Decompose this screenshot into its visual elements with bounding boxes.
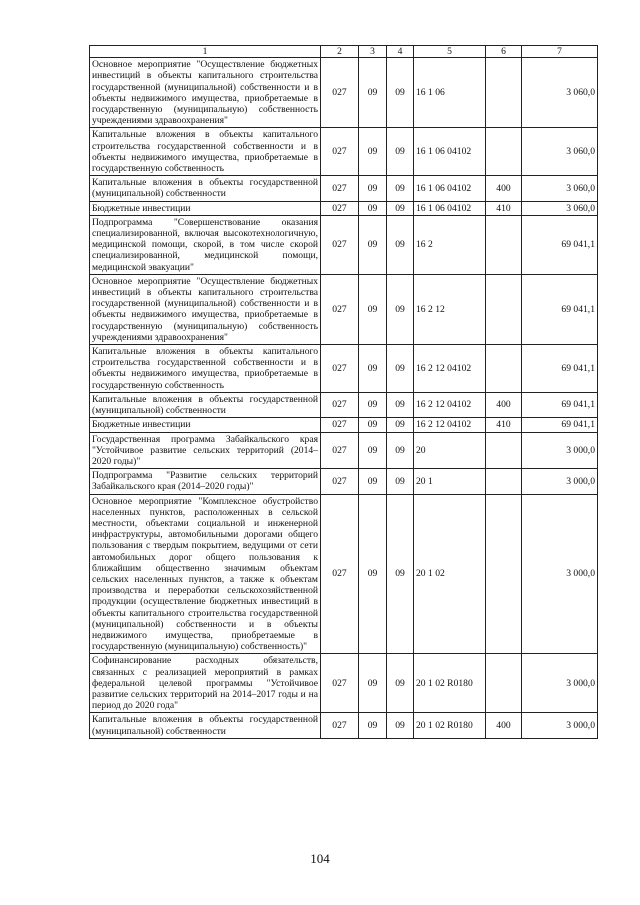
cell-item-name: Капитальные вложения в объекты капитального строительства государственной собственности и в объекты недвижимого имущества, приобретаемые в государственную собственность [90, 128, 321, 176]
cell-target-article-code: 16 2 12 04102 [414, 418, 486, 432]
cell-subsection-code: 09 [387, 432, 414, 469]
table-row [90, 713, 598, 738]
cell-expense-type-code [486, 654, 522, 713]
cell-expense-type-code: 400 [486, 713, 522, 738]
table-row [90, 274, 598, 344]
cell-target-article-code: 16 1 06 04102 [414, 128, 486, 176]
column-header: 1 [90, 46, 321, 58]
cell-item-name: Государственная программа Забайкальского края "Устойчивое развитие сельских территорий (2014–2020 годы)" [90, 432, 321, 469]
cell-amount: 69 041,1 [522, 418, 598, 432]
cell-section-code: 09 [359, 713, 387, 738]
budget-table [89, 45, 598, 739]
cell-admin-code: 027 [321, 713, 359, 738]
cell-section-code: 09 [359, 469, 387, 494]
cell-item-name: Бюджетные инвестиции [90, 201, 321, 215]
cell-section-code: 09 [359, 654, 387, 713]
cell-section-code: 09 [359, 128, 387, 176]
cell-item-name: Капитальные вложения в объекты капитального строительства государственной собственности и в объекты недвижимого имущества, приобретаемые в государственную собственность [90, 345, 321, 393]
cell-expense-type-code: 410 [486, 418, 522, 432]
cell-item-name: Бюджетные инвестиции [90, 418, 321, 432]
cell-amount: 3 000,0 [522, 494, 598, 654]
cell-section-code: 09 [359, 274, 387, 344]
cell-subsection-code: 09 [387, 201, 414, 215]
cell-expense-type-code [486, 345, 522, 393]
column-header: 3 [359, 46, 387, 58]
table-row [90, 469, 598, 494]
cell-expense-type-code: 400 [486, 392, 522, 417]
cell-admin-code: 027 [321, 392, 359, 417]
cell-target-article-code: 16 1 06 04102 [414, 201, 486, 215]
column-header: 2 [321, 46, 359, 58]
cell-admin-code: 027 [321, 418, 359, 432]
cell-amount: 3 000,0 [522, 469, 598, 494]
cell-target-article-code: 16 1 06 04102 [414, 176, 486, 201]
cell-subsection-code: 09 [387, 418, 414, 432]
cell-subsection-code: 09 [387, 654, 414, 713]
cell-amount: 3 060,0 [522, 201, 598, 215]
cell-admin-code: 027 [321, 469, 359, 494]
cell-section-code: 09 [359, 494, 387, 654]
cell-subsection-code: 09 [387, 274, 414, 344]
column-header: 5 [414, 46, 486, 58]
cell-item-name: Основное мероприятие "Осуществление бюджетных инвестиций в объекты капитального строительства государственной (муниципальной) собственности и в объекты недвижимого имущества, приобретаемые в государственную (муниципальную) собственность учреждениями здравоохранения" [90, 274, 321, 344]
cell-section-code: 09 [359, 418, 387, 432]
column-header: 6 [486, 46, 522, 58]
table-row [90, 215, 598, 274]
table-header-row [90, 46, 598, 58]
cell-admin-code: 027 [321, 274, 359, 344]
cell-item-name: Капитальные вложения в объекты государственной (муниципальной) собственности [90, 176, 321, 201]
cell-target-article-code: 16 2 12 [414, 274, 486, 344]
cell-section-code: 09 [359, 58, 387, 128]
cell-amount: 69 041,1 [522, 392, 598, 417]
cell-target-article-code: 20 [414, 432, 486, 469]
cell-amount: 3 060,0 [522, 58, 598, 128]
cell-expense-type-code [486, 58, 522, 128]
cell-target-article-code: 16 2 [414, 215, 486, 274]
cell-expense-type-code: 400 [486, 176, 522, 201]
column-header: 4 [387, 46, 414, 58]
cell-item-name: Капитальные вложения в объекты государственной (муниципальной) собственности [90, 392, 321, 417]
cell-target-article-code: 20 1 [414, 469, 486, 494]
cell-amount: 69 041,1 [522, 215, 598, 274]
cell-admin-code: 027 [321, 128, 359, 176]
table-row [90, 392, 598, 417]
page-number: 104 [310, 851, 330, 866]
cell-section-code: 09 [359, 345, 387, 393]
cell-amount: 69 041,1 [522, 345, 598, 393]
cell-target-article-code: 16 2 12 04102 [414, 345, 486, 393]
cell-section-code: 09 [359, 176, 387, 201]
cell-expense-type-code: 410 [486, 201, 522, 215]
cell-target-article-code: 20 1 02 R0180 [414, 654, 486, 713]
cell-expense-type-code [486, 128, 522, 176]
cell-item-name: Подпрограмма "Совершенствование оказания специализированной, включая высокотехнологичную, медицинской помощи, скорой, в том числе скорой специализированной, медицинской помощи, медицинской эвакуации" [90, 215, 321, 274]
table-row [90, 494, 598, 654]
cell-expense-type-code [486, 215, 522, 274]
cell-expense-type-code [486, 469, 522, 494]
table-row [90, 345, 598, 393]
cell-subsection-code: 09 [387, 215, 414, 274]
cell-amount: 3 060,0 [522, 128, 598, 176]
table-row [90, 654, 598, 713]
cell-subsection-code: 09 [387, 494, 414, 654]
cell-section-code: 09 [359, 201, 387, 215]
cell-item-name: Софинансирование расходных обязательств, связанных с реализацией мероприятий в рамках федеральной целевой программы "Устойчивое развитие сельских территорий на 2014–2017 годы и на период до 2020 года" [90, 654, 321, 713]
cell-amount: 3 060,0 [522, 176, 598, 201]
cell-subsection-code: 09 [387, 176, 414, 201]
cell-amount: 3 000,0 [522, 432, 598, 469]
table-row [90, 418, 598, 432]
cell-subsection-code: 09 [387, 713, 414, 738]
cell-subsection-code: 09 [387, 128, 414, 176]
cell-expense-type-code [486, 274, 522, 344]
table-row [90, 58, 598, 128]
column-header: 7 [522, 46, 598, 58]
cell-subsection-code: 09 [387, 58, 414, 128]
cell-target-article-code: 16 2 12 04102 [414, 392, 486, 417]
cell-admin-code: 027 [321, 176, 359, 201]
cell-item-name: Основное мероприятие "Осуществление бюджетных инвестиций в объекты капитального строительства государственной (муниципальной) собственности и в объекты недвижимого имущества, приобретаемые в государственную (муниципальную) собственность учреждениями здравоохранения" [90, 58, 321, 128]
cell-admin-code: 027 [321, 58, 359, 128]
cell-amount: 3 000,0 [522, 713, 598, 738]
cell-item-name: Капитальные вложения в объекты государственной (муниципальной) собственности [90, 713, 321, 738]
cell-admin-code: 027 [321, 345, 359, 393]
table-row [90, 201, 598, 215]
cell-target-article-code: 20 1 02 [414, 494, 486, 654]
cell-section-code: 09 [359, 215, 387, 274]
table-row [90, 432, 598, 469]
cell-item-name: Основное мероприятие "Комплексное обустройство населенных пунктов, расположенных в сельской местности, объектами социальной и инженерной инфраструктуры, автомобильными дорогами общего пользования с твердым покрытием, ведущими от сети автомобильных дорог общего пользования к ближайшим общественно значимым объектам сельских населенных пунктов, а также к объектам производства и переработки сельскохозяйственной продукции (осуществление бюджетных инвестиций в объекты капитального строительства государственной (муниципальной) собственности и в объекты недвижимого имущества, приобретаемые в государственную (муниципальную) собственность)" [90, 494, 321, 654]
cell-admin-code: 027 [321, 432, 359, 469]
cell-amount: 69 041,1 [522, 274, 598, 344]
cell-section-code: 09 [359, 432, 387, 469]
cell-expense-type-code [486, 432, 522, 469]
cell-admin-code: 027 [321, 494, 359, 654]
cell-subsection-code: 09 [387, 469, 414, 494]
cell-section-code: 09 [359, 392, 387, 417]
cell-item-name: Подпрограмма "Развитие сельских территорий Забайкальского края (2014–2020 годы)" [90, 469, 321, 494]
cell-target-article-code: 16 1 06 [414, 58, 486, 128]
cell-subsection-code: 09 [387, 392, 414, 417]
cell-subsection-code: 09 [387, 345, 414, 393]
table-row [90, 128, 598, 176]
cell-amount: 3 000,0 [522, 654, 598, 713]
cell-admin-code: 027 [321, 654, 359, 713]
table-row [90, 176, 598, 201]
cell-target-article-code: 20 1 02 R0180 [414, 713, 486, 738]
cell-admin-code: 027 [321, 201, 359, 215]
cell-expense-type-code [486, 494, 522, 654]
cell-admin-code: 027 [321, 215, 359, 274]
table-body [90, 58, 598, 739]
